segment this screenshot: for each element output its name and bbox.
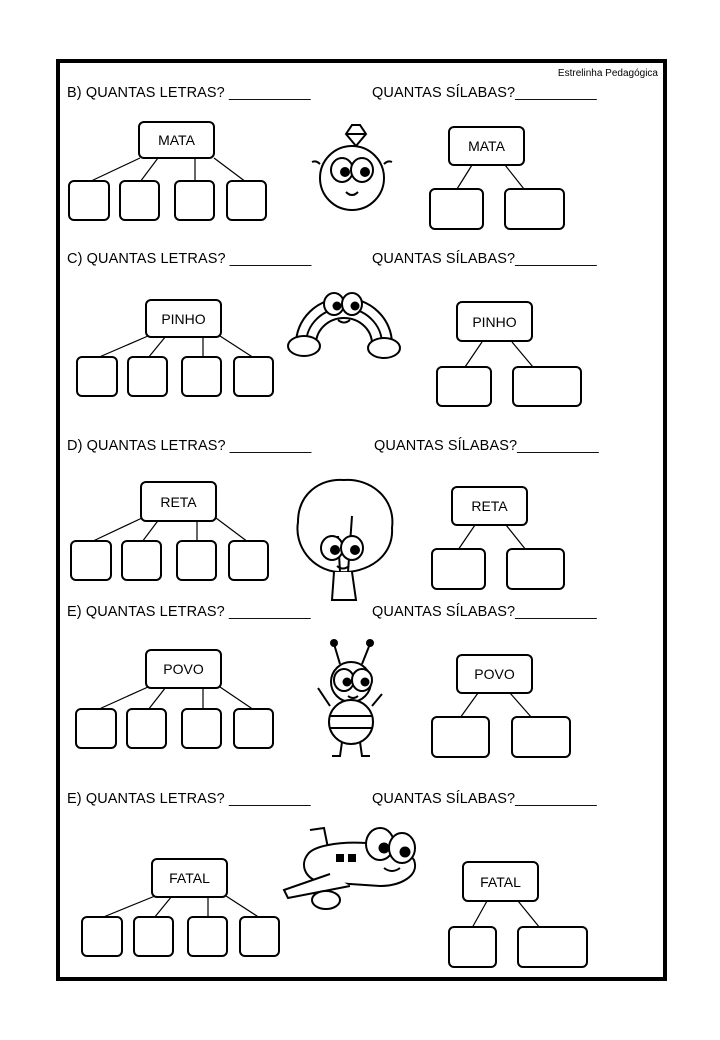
diamond-character-icon (308, 120, 398, 215)
airplane-character-icon (280, 824, 426, 914)
syllable-answer-box[interactable] (506, 548, 565, 590)
bee-character-icon (312, 636, 390, 760)
word-box-syllables: RETA (451, 486, 528, 526)
word-box-syllables: FATAL (462, 861, 539, 902)
brand-label: Estrelinha Pedagógica (557, 68, 658, 79)
letter-answer-box[interactable] (76, 356, 118, 397)
syllables-question: QUANTAS SÍLABAS?__________ (372, 791, 597, 807)
syllables-question: QUANTAS SÍLABAS?__________ (372, 251, 597, 267)
letter-answer-box[interactable] (181, 356, 222, 397)
syllable-answer-box[interactable] (448, 926, 497, 968)
letter-answer-box[interactable] (226, 180, 267, 221)
syllable-answer-box[interactable] (429, 188, 484, 230)
syllable-answer-box[interactable] (517, 926, 588, 968)
word-box-syllables: POVO (456, 654, 533, 694)
syllable-answer-box[interactable] (504, 188, 565, 230)
syllables-question: QUANTAS SÍLABAS?__________ (372, 85, 597, 101)
letter-answer-box[interactable] (233, 356, 274, 397)
syllable-answer-box[interactable] (436, 366, 492, 407)
letter-answer-box[interactable] (133, 916, 174, 957)
letters-question: D) QUANTAS LETRAS? __________ (67, 438, 312, 454)
word-box-letters: FATAL (151, 858, 228, 898)
letter-answer-box[interactable] (174, 180, 215, 221)
word-box-syllables: MATA (448, 126, 525, 166)
letters-question: E) QUANTAS LETRAS? __________ (67, 604, 311, 620)
word-box-letters: POVO (145, 649, 222, 689)
letter-answer-box[interactable] (127, 356, 168, 397)
word-box-syllables: PINHO (456, 301, 533, 342)
syllable-answer-box[interactable] (431, 548, 486, 590)
syllable-answer-box[interactable] (512, 366, 582, 407)
word-box-letters: MATA (138, 121, 215, 159)
letter-answer-box[interactable] (233, 708, 274, 749)
syllables-question: QUANTAS SÍLABAS?__________ (372, 604, 597, 620)
word-box-letters: RETA (140, 481, 217, 522)
letter-answer-box[interactable] (119, 180, 160, 221)
rainbow-character-icon (286, 288, 402, 360)
letters-question: C) QUANTAS LETRAS? __________ (67, 251, 312, 267)
syllable-answer-box[interactable] (511, 716, 571, 758)
syllable-answer-box[interactable] (431, 716, 490, 758)
letter-answer-box[interactable] (121, 540, 162, 581)
tree-character-icon (290, 476, 398, 604)
letter-answer-box[interactable] (70, 540, 112, 581)
letter-answer-box[interactable] (181, 708, 222, 749)
letters-question: B) QUANTAS LETRAS? __________ (67, 85, 311, 101)
letters-question: E) QUANTAS LETRAS? __________ (67, 791, 311, 807)
letter-answer-box[interactable] (75, 708, 117, 749)
syllables-question: QUANTAS SÍLABAS?__________ (374, 438, 599, 454)
letter-answer-box[interactable] (228, 540, 269, 581)
letter-answer-box[interactable] (176, 540, 217, 581)
letter-answer-box[interactable] (81, 916, 123, 957)
letter-answer-box[interactable] (187, 916, 228, 957)
letter-answer-box[interactable] (68, 180, 110, 221)
word-box-letters: PINHO (145, 299, 222, 338)
letter-answer-box[interactable] (239, 916, 280, 957)
letter-answer-box[interactable] (126, 708, 167, 749)
